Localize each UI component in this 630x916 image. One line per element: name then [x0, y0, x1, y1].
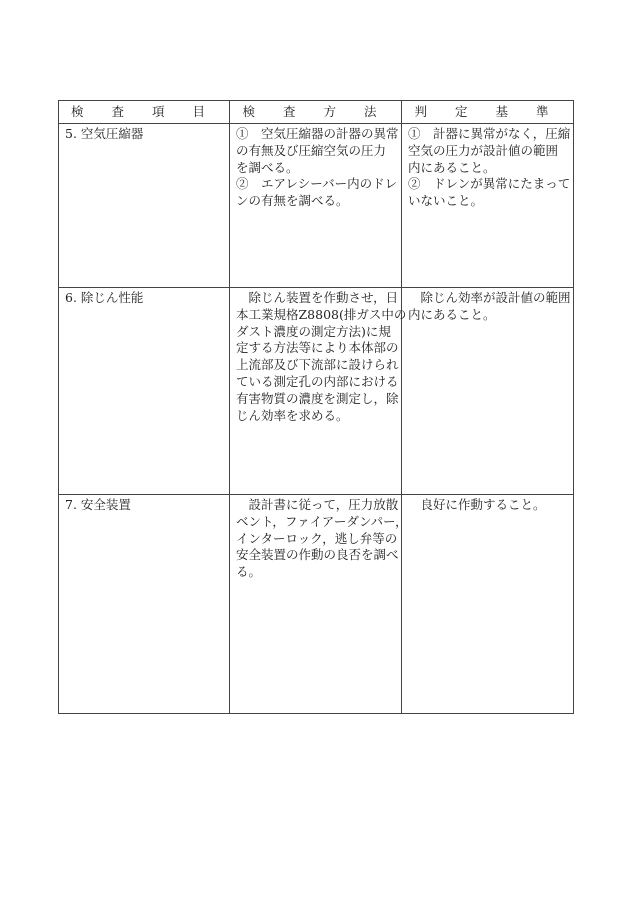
method-line: ① 空気圧縮器の計器の異常: [236, 126, 399, 141]
item-label: 7. 安全装置: [65, 497, 131, 512]
method-line: 設計書に従って，圧力放散: [236, 497, 399, 512]
inspection-table: [58, 100, 574, 714]
table-row: [59, 124, 574, 288]
criteria-line: いないこと。: [408, 193, 484, 209]
method-line: 安全装置の作動の良否を調べ: [236, 547, 399, 563]
header-method: 検 査 方 法: [230, 101, 402, 124]
criteria-line: 除じん効率が設計値の範囲: [408, 290, 571, 305]
item-label: 6. 除じん性能: [65, 290, 144, 305]
method-line: を調べる。: [236, 159, 299, 175]
method-line: る。: [236, 564, 262, 580]
item-label: 5. 空気圧縮器: [65, 126, 144, 141]
method-line: ベント，ファイアーダンパー，: [236, 513, 408, 529]
header-criteria: 判 定 基 準: [402, 101, 574, 124]
criteria-cell: [402, 495, 574, 714]
method-cell: [230, 124, 402, 288]
method-line: 本工業規格Z8808(排ガス中の: [236, 306, 407, 322]
method-line: 有害物質の濃度を測定し，除: [236, 390, 399, 406]
method-line: の有無及び圧縮空気の圧力: [236, 142, 387, 158]
item-cell: [59, 124, 230, 288]
header-row: [59, 101, 574, 124]
criteria-line: 良好に作動すること。: [408, 497, 546, 512]
header-item: 検 査 項 目: [59, 101, 230, 124]
method-line: 上流部及び下流部に設けられ: [236, 357, 399, 373]
method-line: ② エアレシーバー内のドレ: [236, 176, 398, 192]
criteria-cell: [402, 288, 574, 495]
method-line: じん効率を求める。: [236, 407, 349, 423]
method-line: ンの有無を調べる。: [236, 193, 349, 209]
table-row: [59, 288, 574, 495]
method-line: 除じん装置を作動させ，日: [236, 290, 399, 305]
method-cell: [230, 288, 407, 495]
criteria-line: ② ドレンが異常にたまって: [408, 176, 571, 192]
criteria-line: 空気の圧力が設計値の範囲: [408, 142, 559, 158]
method-line: インターロック，逃し弁等の: [236, 530, 398, 546]
criteria-line: ① 計器に異常がなく，圧縮: [408, 126, 571, 141]
method-line: ダスト濃度の測定方法)に規: [236, 323, 391, 339]
table-row: [59, 495, 574, 714]
method-line: 定する方法等により本体部の: [236, 340, 399, 356]
criteria-cell: [402, 124, 574, 288]
method-cell: [230, 495, 408, 714]
item-cell: [59, 495, 230, 714]
criteria-line: 内にあること。: [408, 306, 496, 322]
item-cell: [59, 288, 230, 495]
criteria-line: 内にあること。: [408, 159, 496, 175]
method-line: ている測定孔の内部における: [236, 373, 399, 389]
